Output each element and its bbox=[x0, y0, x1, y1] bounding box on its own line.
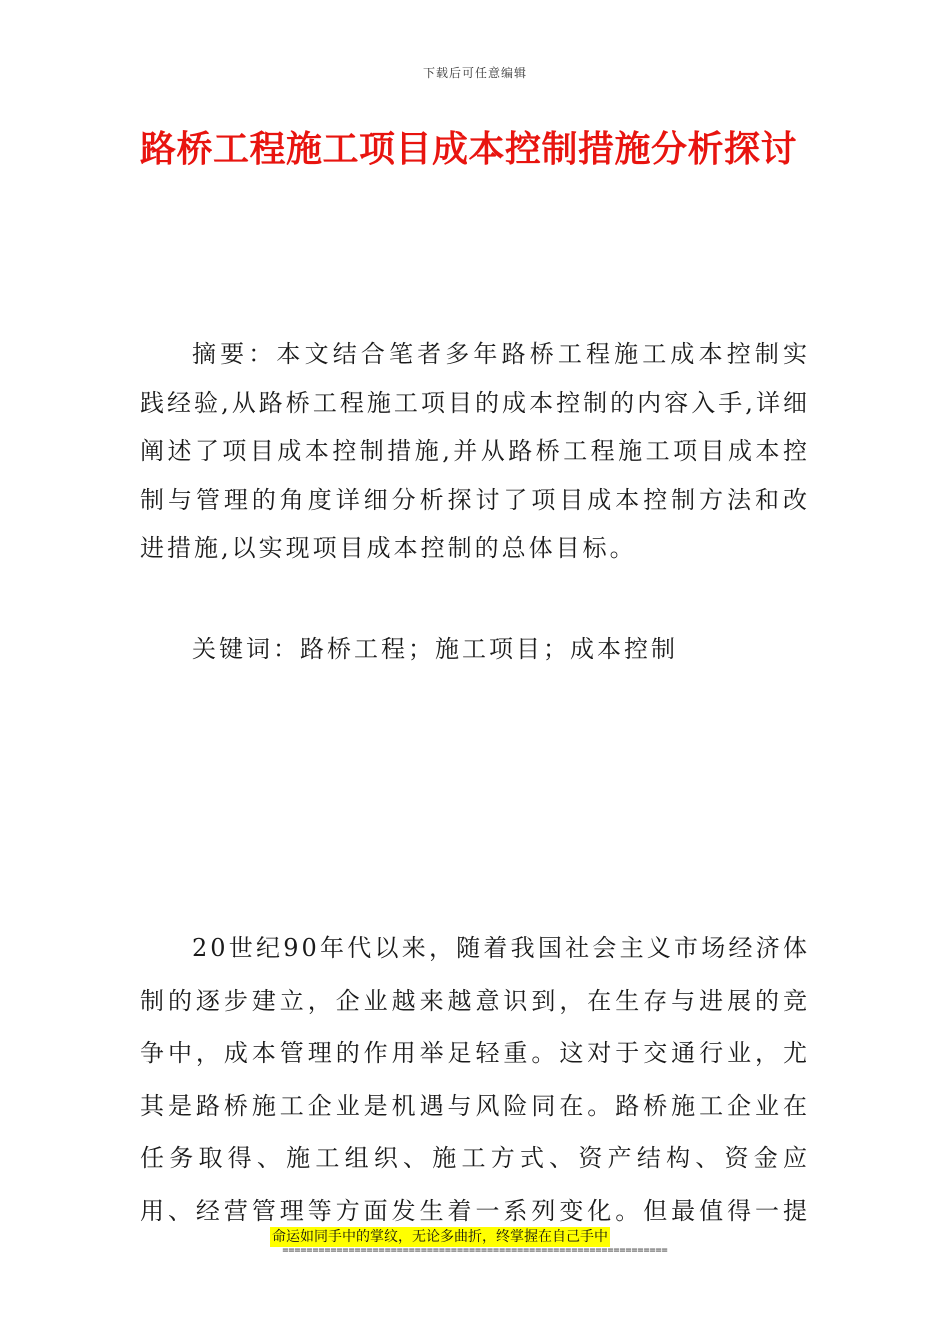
abstract-paragraph: 摘要：本文结合笔者多年路桥工程施工成本控制实践经验,从路桥工程施工项目的成本控制的内容入手,详细阐述了项目成本控制措施,并从路桥工程施工项目成本控制与管理的角度详细分析探讨了项目成本控制方法和改进措施,以实现项目成本控制的总体目标。 bbox=[140, 340, 810, 562]
keywords-line: 关键词：路桥工程；施工项目；成本控制 bbox=[192, 635, 678, 663]
document-title: 路桥工程施工项目成本控制措施分析探讨 bbox=[140, 129, 798, 170]
footer-separator: ================================================================ bbox=[282, 1245, 668, 1256]
body-paragraph: 20世纪90年代以来，随着我国社会主义市场经济体制的逐步建立，企业越来越意识到，在生存与进展的竞争中，成本管理的作用举足轻重。这对于交通行业，尤其是路桥施工企业是机遇与风险同在。路桥施工企业在任务取得、施工组织、施工方式、资产结构、资金应用、经营管理等方面发生着一系列变化。但最值得一提 bbox=[140, 934, 810, 1225]
page-header: 下载后可任意编辑 bbox=[422, 66, 527, 80]
footer-motto: 命运如同手中的掌纹，无论多曲折，终掌握在自己手中 bbox=[272, 1229, 608, 1245]
